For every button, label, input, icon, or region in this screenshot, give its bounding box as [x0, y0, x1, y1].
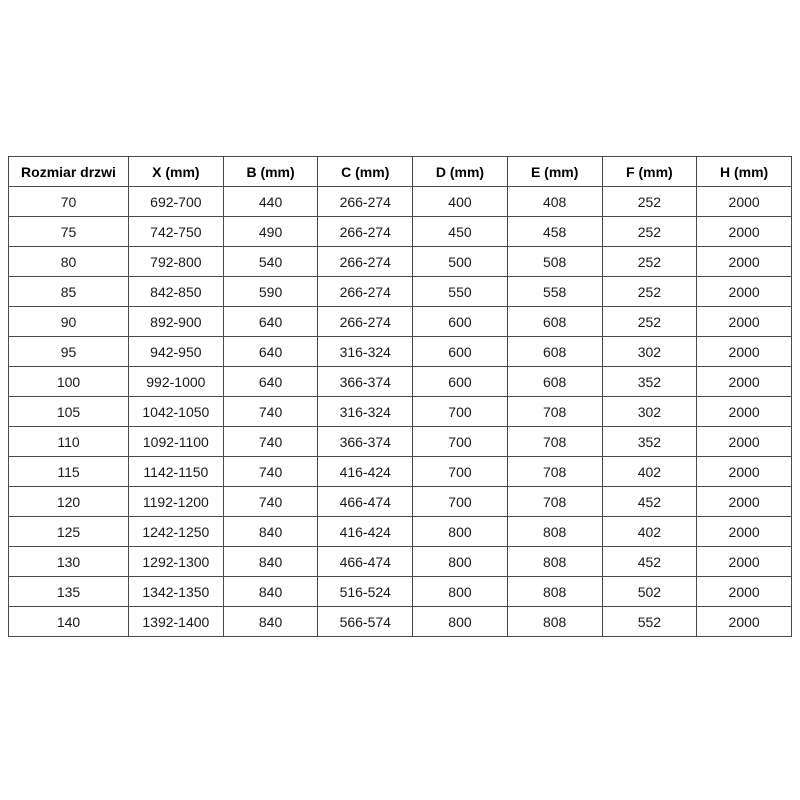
table-cell: 708: [507, 457, 602, 487]
table-cell: 840: [223, 517, 318, 547]
table-cell: 2000: [697, 217, 792, 247]
table-cell: 600: [413, 337, 508, 367]
table-cell: 550: [413, 277, 508, 307]
table-cell: 640: [223, 307, 318, 337]
table-cell: 90: [9, 307, 129, 337]
table-cell: 2000: [697, 427, 792, 457]
table-cell: 266-274: [318, 247, 413, 277]
table-cell: 105: [9, 397, 129, 427]
header-cell: H (mm): [697, 157, 792, 187]
header-cell: D (mm): [413, 157, 508, 187]
door-size-table-container: [8, 156, 792, 637]
table-cell: 302: [602, 397, 697, 427]
table-cell: 808: [507, 517, 602, 547]
table-cell: 466-474: [318, 547, 413, 577]
table-cell: 490: [223, 217, 318, 247]
table-cell: 740: [223, 457, 318, 487]
table-cell: 95: [9, 337, 129, 367]
table-cell: 75: [9, 217, 129, 247]
header-row: [9, 157, 792, 187]
table-cell: 2000: [697, 607, 792, 637]
table-cell: 608: [507, 307, 602, 337]
table-cell: 792-800: [129, 247, 224, 277]
table-cell: 640: [223, 337, 318, 367]
table-cell: 608: [507, 367, 602, 397]
table-cell: 366-374: [318, 367, 413, 397]
table-cell: 808: [507, 607, 602, 637]
table-cell: 800: [413, 607, 508, 637]
table-row: [9, 607, 792, 637]
table-cell: 742-750: [129, 217, 224, 247]
table-cell: 252: [602, 307, 697, 337]
table-row: [9, 337, 792, 367]
table-cell: 508: [507, 247, 602, 277]
table-cell: 590: [223, 277, 318, 307]
table-cell: 502: [602, 577, 697, 607]
table-cell: 840: [223, 607, 318, 637]
table-cell: 1092-1100: [129, 427, 224, 457]
table-cell: 70: [9, 187, 129, 217]
table-cell: 708: [507, 487, 602, 517]
table-cell: 366-374: [318, 427, 413, 457]
header-cell: F (mm): [602, 157, 697, 187]
table-row: [9, 367, 792, 397]
table-cell: 1242-1250: [129, 517, 224, 547]
table-cell: 2000: [697, 457, 792, 487]
table-cell: 2000: [697, 517, 792, 547]
table-cell: 402: [602, 457, 697, 487]
table-cell: 692-700: [129, 187, 224, 217]
table-cell: 608: [507, 337, 602, 367]
table-cell: 700: [413, 427, 508, 457]
table-row: [9, 217, 792, 247]
table-cell: 708: [507, 427, 602, 457]
table-cell: 740: [223, 397, 318, 427]
table-cell: 800: [413, 577, 508, 607]
header-cell: E (mm): [507, 157, 602, 187]
table-cell: 1042-1050: [129, 397, 224, 427]
table-cell: 800: [413, 517, 508, 547]
table-cell: 540: [223, 247, 318, 277]
table-cell: 408: [507, 187, 602, 217]
table-cell: 1392-1400: [129, 607, 224, 637]
table-cell: 2000: [697, 367, 792, 397]
table-cell: 440: [223, 187, 318, 217]
table-row: [9, 547, 792, 577]
table-row: [9, 457, 792, 487]
table-cell: 466-474: [318, 487, 413, 517]
table-cell: 2000: [697, 487, 792, 517]
table-cell: 458: [507, 217, 602, 247]
table-row: [9, 187, 792, 217]
table-cell: 135: [9, 577, 129, 607]
table-cell: 85: [9, 277, 129, 307]
table-cell: 892-900: [129, 307, 224, 337]
table-cell: 80: [9, 247, 129, 277]
table-cell: 452: [602, 487, 697, 517]
table-row: [9, 487, 792, 517]
table-row: [9, 397, 792, 427]
table-cell: 252: [602, 187, 697, 217]
table-cell: 416-424: [318, 457, 413, 487]
header-cell: B (mm): [223, 157, 318, 187]
table-cell: 700: [413, 487, 508, 517]
table-cell: 2000: [697, 577, 792, 607]
table-cell: 840: [223, 547, 318, 577]
table-row: [9, 247, 792, 277]
table-cell: 450: [413, 217, 508, 247]
table-cell: 352: [602, 427, 697, 457]
table-row: [9, 307, 792, 337]
table-cell: 130: [9, 547, 129, 577]
header-cell: X (mm): [129, 157, 224, 187]
table-cell: 266-274: [318, 217, 413, 247]
table-cell: 252: [602, 247, 697, 277]
table-cell: 115: [9, 457, 129, 487]
table-cell: 708: [507, 397, 602, 427]
header-cell: Rozmiar drzwi: [9, 157, 129, 187]
table-cell: 316-324: [318, 397, 413, 427]
table-cell: 1192-1200: [129, 487, 224, 517]
table-cell: 302: [602, 337, 697, 367]
table-cell: 558: [507, 277, 602, 307]
table-cell: 402: [602, 517, 697, 547]
door-size-table: [8, 156, 792, 637]
table-cell: 700: [413, 397, 508, 427]
table-cell: 808: [507, 577, 602, 607]
table-body: [9, 187, 792, 637]
table-row: [9, 517, 792, 547]
table-cell: 110: [9, 427, 129, 457]
table-cell: 2000: [697, 247, 792, 277]
table-cell: 740: [223, 427, 318, 457]
table-cell: 266-274: [318, 307, 413, 337]
table-cell: 120: [9, 487, 129, 517]
header-cell: C (mm): [318, 157, 413, 187]
table-cell: 640: [223, 367, 318, 397]
table-header: [9, 157, 792, 187]
table-cell: 842-850: [129, 277, 224, 307]
table-cell: 840: [223, 577, 318, 607]
table-cell: 808: [507, 547, 602, 577]
table-cell: 452: [602, 547, 697, 577]
table-cell: 316-324: [318, 337, 413, 367]
table-cell: 266-274: [318, 187, 413, 217]
table-cell: 2000: [697, 337, 792, 367]
table-cell: 600: [413, 367, 508, 397]
table-cell: 992-1000: [129, 367, 224, 397]
table-cell: 942-950: [129, 337, 224, 367]
table-cell: 352: [602, 367, 697, 397]
table-row: [9, 427, 792, 457]
table-cell: 566-574: [318, 607, 413, 637]
table-cell: 266-274: [318, 277, 413, 307]
table-cell: 2000: [697, 277, 792, 307]
table-cell: 400: [413, 187, 508, 217]
table-cell: 800: [413, 547, 508, 577]
table-row: [9, 577, 792, 607]
table-row: [9, 277, 792, 307]
table-cell: 252: [602, 217, 697, 247]
table-cell: 700: [413, 457, 508, 487]
table-cell: 100: [9, 367, 129, 397]
table-cell: 2000: [697, 307, 792, 337]
table-cell: 2000: [697, 397, 792, 427]
table-cell: 125: [9, 517, 129, 547]
table-cell: 600: [413, 307, 508, 337]
table-cell: 1342-1350: [129, 577, 224, 607]
table-cell: 140: [9, 607, 129, 637]
table-cell: 1292-1300: [129, 547, 224, 577]
table-cell: 552: [602, 607, 697, 637]
table-cell: 416-424: [318, 517, 413, 547]
table-cell: 740: [223, 487, 318, 517]
table-cell: 2000: [697, 187, 792, 217]
table-cell: 252: [602, 277, 697, 307]
table-cell: 516-524: [318, 577, 413, 607]
table-cell: 1142-1150: [129, 457, 224, 487]
table-cell: 500: [413, 247, 508, 277]
table-cell: 2000: [697, 547, 792, 577]
